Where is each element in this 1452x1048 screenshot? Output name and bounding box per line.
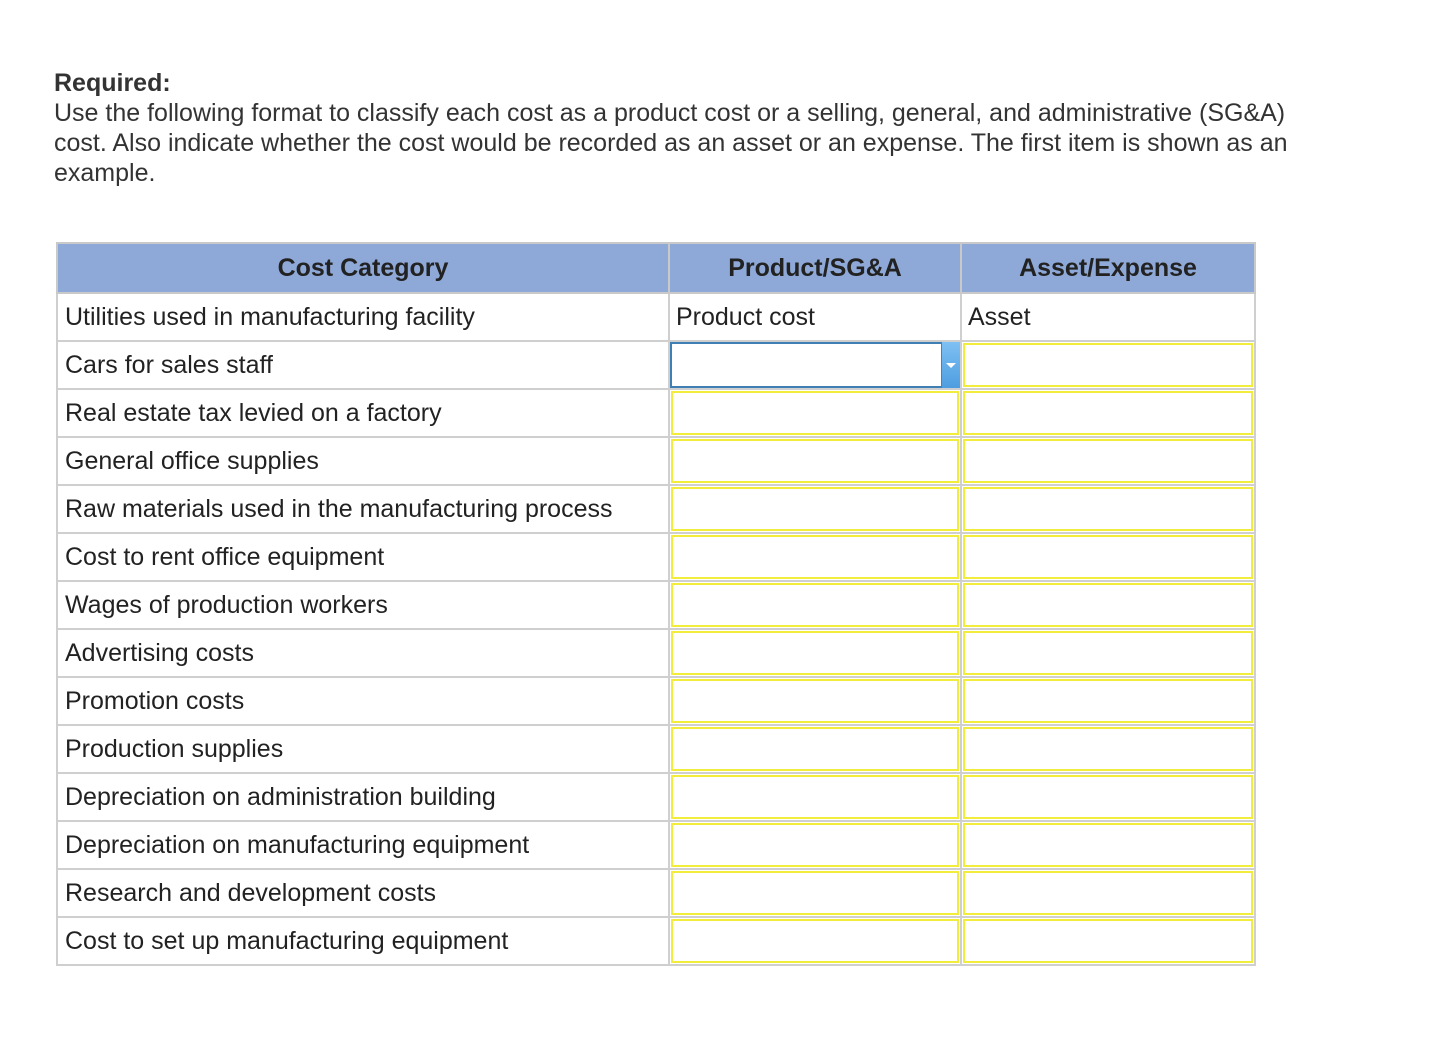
cost-category-cell: Raw materials used in the manufacturing process <box>57 485 669 533</box>
product-sga-cell <box>669 341 961 389</box>
cost-category-cell: Cars for sales staff <box>57 341 669 389</box>
classification-table <box>56 242 1256 966</box>
asset-expense-dropdown[interactable] <box>963 535 1253 579</box>
cost-category-cell: Advertising costs <box>57 629 669 677</box>
cost-category-cell: Cost to rent office equipment <box>57 533 669 581</box>
asset-expense-cell <box>961 437 1255 485</box>
asset-expense-cell <box>961 389 1255 437</box>
asset-expense-cell <box>961 485 1255 533</box>
table-row <box>57 725 1255 773</box>
product-sga-cell <box>669 869 961 917</box>
product-sga-dropdown[interactable] <box>671 871 959 915</box>
instructions <box>54 68 1314 188</box>
header-asset-expense: Asset/Expense <box>961 243 1255 293</box>
example-asset-expense <box>961 293 1255 341</box>
product-sga-cell <box>669 821 961 869</box>
asset-expense-cell <box>961 533 1255 581</box>
example-category: Utilities used in manufacturing facility <box>57 293 669 341</box>
asset-expense-cell <box>961 869 1255 917</box>
table-row <box>57 437 1255 485</box>
cost-category-cell: Production supplies <box>57 725 669 773</box>
product-sga-dropdown[interactable] <box>671 727 959 771</box>
product-sga-cell <box>669 437 961 485</box>
cost-category-cell: Depreciation on manufacturing equipment <box>57 821 669 869</box>
product-sga-dropdown[interactable] <box>671 487 959 531</box>
table-row <box>57 773 1255 821</box>
product-sga-dropdown[interactable] <box>671 535 959 579</box>
asset-expense-dropdown[interactable] <box>963 343 1253 387</box>
example-row <box>57 293 1255 341</box>
asset-expense-dropdown[interactable] <box>963 631 1253 675</box>
product-sga-dropdown[interactable] <box>671 823 959 867</box>
product-sga-dropdown[interactable] <box>671 679 959 723</box>
asset-expense-cell <box>961 725 1255 773</box>
product-sga-dropdown[interactable] <box>671 439 959 483</box>
asset-expense-dropdown[interactable] <box>963 487 1253 531</box>
cost-category-cell: General office supplies <box>57 437 669 485</box>
table-row <box>57 485 1255 533</box>
asset-expense-cell <box>961 821 1255 869</box>
asset-expense-cell <box>961 581 1255 629</box>
product-sga-dropdown[interactable] <box>670 342 960 388</box>
cost-category-cell: Depreciation on administration building <box>57 773 669 821</box>
dropdown-arrow-icon[interactable] <box>941 342 960 388</box>
asset-expense-cell <box>961 629 1255 677</box>
asset-expense-dropdown[interactable] <box>963 775 1253 819</box>
table-row <box>57 389 1255 437</box>
table-row <box>57 533 1255 581</box>
instructions-text: Use the following format to classify each cost as a product cost or a selling, general, and administrative (SG&A) cost. Also indicate whether the cost would be recorded as an asset or an expense. The first item is shown as an example. <box>54 99 1288 187</box>
asset-expense-dropdown[interactable] <box>963 391 1253 435</box>
product-sga-dropdown[interactable] <box>671 631 959 675</box>
table-row <box>57 869 1255 917</box>
asset-expense-dropdown[interactable] <box>963 871 1253 915</box>
example-product-sga <box>669 293 961 341</box>
table-row <box>57 341 1255 389</box>
table-row <box>57 821 1255 869</box>
asset-expense-cell <box>961 773 1255 821</box>
cost-category-cell: Promotion costs <box>57 677 669 725</box>
asset-expense-cell <box>961 917 1255 965</box>
table-row <box>57 917 1255 965</box>
product-sga-cell <box>669 677 961 725</box>
product-sga-cell <box>669 533 961 581</box>
asset-expense-dropdown[interactable] <box>963 823 1253 867</box>
table-row <box>57 677 1255 725</box>
cost-category-cell: Research and development costs <box>57 869 669 917</box>
product-sga-cell <box>669 773 961 821</box>
asset-expense-cell <box>961 341 1255 389</box>
product-sga-cell <box>669 389 961 437</box>
product-sga-dropdown[interactable] <box>671 775 959 819</box>
product-sga-dropdown[interactable] <box>671 391 959 435</box>
cost-category-cell: Cost to set up manufacturing equipment <box>57 917 669 965</box>
product-sga-cell <box>669 581 961 629</box>
asset-expense-dropdown[interactable] <box>963 679 1253 723</box>
product-sga-dropdown[interactable] <box>671 919 959 963</box>
asset-expense-dropdown[interactable] <box>963 439 1253 483</box>
header-cost-category: Cost Category <box>57 243 669 293</box>
asset-expense-dropdown[interactable] <box>963 919 1253 963</box>
asset-expense-dropdown[interactable] <box>963 583 1253 627</box>
product-sga-cell <box>669 917 961 965</box>
cost-category-cell: Wages of production workers <box>57 581 669 629</box>
product-sga-cell <box>669 485 961 533</box>
product-sga-cell <box>669 629 961 677</box>
header-product-sga: Product/SG&A <box>669 243 961 293</box>
example-asset-expense-value: Asset <box>968 302 1031 331</box>
header-row <box>57 243 1255 293</box>
product-sga-cell <box>669 725 961 773</box>
cost-category-cell: Real estate tax levied on a factory <box>57 389 669 437</box>
table-row <box>57 629 1255 677</box>
asset-expense-cell <box>961 677 1255 725</box>
product-sga-dropdown[interactable] <box>671 583 959 627</box>
asset-expense-dropdown[interactable] <box>963 727 1253 771</box>
required-heading: Required: <box>54 69 171 97</box>
example-product-sga-value: Product cost <box>676 302 815 331</box>
table-row <box>57 581 1255 629</box>
